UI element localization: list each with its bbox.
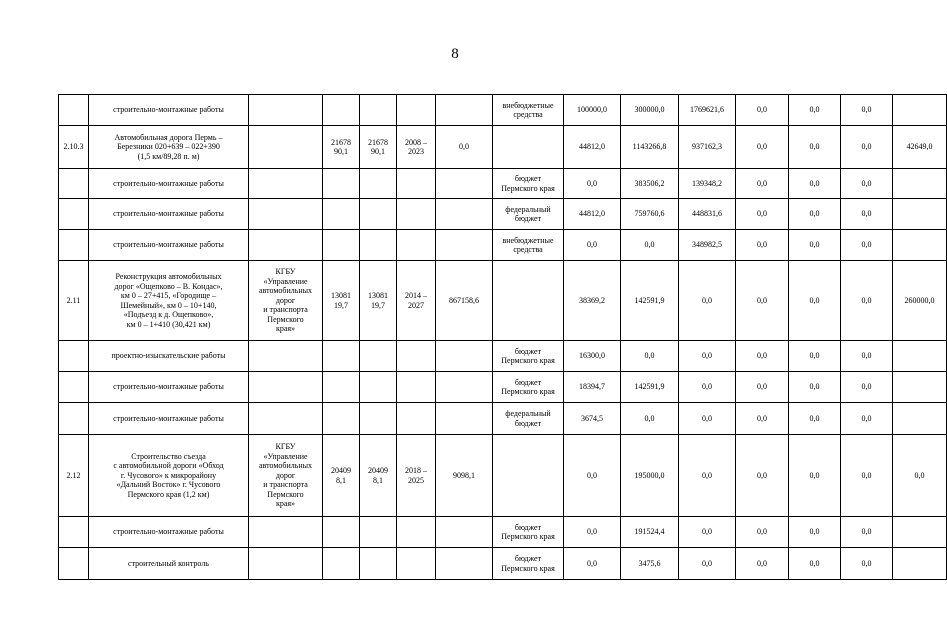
cell-later-years-amount xyxy=(893,169,947,199)
cell-later-years-amount xyxy=(893,372,947,403)
cell-row-number: 2.10.3 xyxy=(59,126,89,169)
cell-funding-source: федеральный бюджет xyxy=(493,199,564,230)
cell-period xyxy=(397,341,436,372)
cell-year-3-amount: 0,0 xyxy=(679,435,736,517)
cell-item-name: строительно-монтажные работы xyxy=(89,372,249,403)
cell-estimate-cost: 20409 8,1 xyxy=(360,435,397,517)
cell-year-5-amount: 0,0 xyxy=(789,517,841,548)
cell-item-name: строительно-монтажные работы xyxy=(89,199,249,230)
cell-year-4-amount: 0,0 xyxy=(736,341,789,372)
cell-year-4-amount: 0,0 xyxy=(736,372,789,403)
cell-year-3-amount: 0,0 xyxy=(679,372,736,403)
table-row xyxy=(59,126,947,169)
cell-year-3-amount: 0,0 xyxy=(679,517,736,548)
cell-year-4-amount: 0,0 xyxy=(736,435,789,517)
cell-period xyxy=(397,199,436,230)
cell-estimate-cost: 21678 90,1 xyxy=(360,126,397,169)
cell-year-2-amount: 0,0 xyxy=(621,403,679,435)
cell-later-years-amount xyxy=(893,341,947,372)
cell-year-5-amount: 0,0 xyxy=(789,403,841,435)
cell-executor xyxy=(249,517,323,548)
cell-estimate-cost xyxy=(360,403,397,435)
cell-item-name: строительно-монтажные работы xyxy=(89,95,249,126)
table-row xyxy=(59,435,947,517)
cell-year-5-amount: 0,0 xyxy=(789,435,841,517)
cell-year-2-amount: 195000,0 xyxy=(621,435,679,517)
cell-prior-funding: 9098,1 xyxy=(436,435,493,517)
cell-item-name: Реконструкция автомобильных дорог «Ощепково – В. Кондас», км 0 – 27+415, «Городище – Шемейный», км 0 – 10+140, «Подъезд к д. Ощепково», км 0 – 1+410 (30,421 км) xyxy=(89,261,249,341)
cell-row-number xyxy=(59,199,89,230)
cell-executor: КГБУ «Управление автомобильных дорог и транспорта Пермского края» xyxy=(249,435,323,517)
cell-year-3-amount: 937162,3 xyxy=(679,126,736,169)
cell-total-cost xyxy=(323,199,360,230)
cell-executor: КГБУ «Управление автомобильных дорог и транспорта Пермского края» xyxy=(249,261,323,341)
table-row xyxy=(59,517,947,548)
cell-year-1-amount: 0,0 xyxy=(564,548,621,580)
cell-prior-funding xyxy=(436,169,493,199)
budget-table xyxy=(58,94,947,580)
cell-row-number xyxy=(59,341,89,372)
cell-total-cost xyxy=(323,230,360,261)
cell-later-years-amount xyxy=(893,548,947,580)
cell-year-6-amount: 0,0 xyxy=(841,169,893,199)
cell-executor xyxy=(249,169,323,199)
table-row xyxy=(59,169,947,199)
cell-year-1-amount: 44812,0 xyxy=(564,199,621,230)
cell-year-6-amount: 0,0 xyxy=(841,199,893,230)
cell-funding-source: бюджет Пермского края xyxy=(493,372,564,403)
cell-prior-funding xyxy=(436,372,493,403)
cell-executor xyxy=(249,126,323,169)
cell-row-number xyxy=(59,372,89,403)
cell-total-cost xyxy=(323,169,360,199)
cell-estimate-cost xyxy=(360,372,397,403)
cell-year-1-amount: 3674,5 xyxy=(564,403,621,435)
cell-executor xyxy=(249,403,323,435)
cell-year-3-amount: 448831,6 xyxy=(679,199,736,230)
cell-year-1-amount: 16300,0 xyxy=(564,341,621,372)
cell-executor xyxy=(249,199,323,230)
cell-year-1-amount: 0,0 xyxy=(564,517,621,548)
cell-prior-funding xyxy=(436,517,493,548)
cell-row-number xyxy=(59,169,89,199)
budget-table-body xyxy=(59,95,947,580)
cell-funding-source: бюджет Пермского края xyxy=(493,169,564,199)
cell-period xyxy=(397,169,436,199)
cell-funding-source: бюджет Пермского края xyxy=(493,517,564,548)
cell-item-name: Автомобильная дорога Пермь – Березники 020+639 – 022+390 (1,5 км/89,28 п. м) xyxy=(89,126,249,169)
cell-executor xyxy=(249,548,323,580)
cell-later-years-amount xyxy=(893,230,947,261)
cell-prior-funding xyxy=(436,548,493,580)
cell-year-3-amount: 0,0 xyxy=(679,548,736,580)
cell-year-4-amount: 0,0 xyxy=(736,169,789,199)
table-row xyxy=(59,548,947,580)
cell-year-3-amount: 0,0 xyxy=(679,261,736,341)
cell-year-2-amount: 759760,6 xyxy=(621,199,679,230)
cell-prior-funding xyxy=(436,95,493,126)
cell-funding-source: федеральный бюджет xyxy=(493,403,564,435)
cell-year-2-amount: 3475,6 xyxy=(621,548,679,580)
cell-item-name: строительно-монтажные работы xyxy=(89,403,249,435)
cell-estimate-cost xyxy=(360,199,397,230)
cell-year-6-amount: 0,0 xyxy=(841,341,893,372)
cell-year-3-amount: 139348,2 xyxy=(679,169,736,199)
cell-later-years-amount xyxy=(893,403,947,435)
cell-prior-funding xyxy=(436,230,493,261)
cell-year-4-amount: 0,0 xyxy=(736,261,789,341)
cell-year-2-amount: 383506,2 xyxy=(621,169,679,199)
cell-prior-funding: 0,0 xyxy=(436,126,493,169)
cell-total-cost xyxy=(323,548,360,580)
cell-year-4-amount: 0,0 xyxy=(736,199,789,230)
cell-year-2-amount: 0,0 xyxy=(621,341,679,372)
cell-executor xyxy=(249,95,323,126)
cell-later-years-amount: 0,0 xyxy=(893,435,947,517)
cell-period: 2014 – 2027 xyxy=(397,261,436,341)
cell-period: 2008 – 2023 xyxy=(397,126,436,169)
cell-later-years-amount: 42649,0 xyxy=(893,126,947,169)
cell-year-1-amount: 0,0 xyxy=(564,230,621,261)
cell-period xyxy=(397,548,436,580)
cell-year-2-amount: 0,0 xyxy=(621,230,679,261)
cell-total-cost xyxy=(323,341,360,372)
cell-year-3-amount: 0,0 xyxy=(679,341,736,372)
cell-row-number xyxy=(59,548,89,580)
cell-year-4-amount: 0,0 xyxy=(736,403,789,435)
cell-period xyxy=(397,95,436,126)
table-row xyxy=(59,230,947,261)
cell-item-name: строительный контроль xyxy=(89,548,249,580)
cell-year-5-amount: 0,0 xyxy=(789,341,841,372)
cell-later-years-amount xyxy=(893,199,947,230)
cell-year-1-amount: 44812,0 xyxy=(564,126,621,169)
cell-later-years-amount: 260000,0 xyxy=(893,261,947,341)
cell-estimate-cost xyxy=(360,517,397,548)
cell-year-2-amount: 191524,4 xyxy=(621,517,679,548)
cell-year-5-amount: 0,0 xyxy=(789,199,841,230)
cell-year-2-amount: 142591,9 xyxy=(621,372,679,403)
cell-period xyxy=(397,517,436,548)
cell-year-1-amount: 100000,0 xyxy=(564,95,621,126)
cell-total-cost xyxy=(323,403,360,435)
cell-row-number xyxy=(59,403,89,435)
cell-estimate-cost xyxy=(360,341,397,372)
cell-year-2-amount: 300000,0 xyxy=(621,95,679,126)
cell-total-cost xyxy=(323,95,360,126)
cell-year-3-amount: 348982,5 xyxy=(679,230,736,261)
page-number: 8 xyxy=(451,46,459,62)
table-row xyxy=(59,341,947,372)
cell-year-5-amount: 0,0 xyxy=(789,548,841,580)
cell-year-6-amount: 0,0 xyxy=(841,261,893,341)
cell-prior-funding xyxy=(436,403,493,435)
cell-later-years-amount xyxy=(893,95,947,126)
cell-year-5-amount: 0,0 xyxy=(789,169,841,199)
cell-funding-source: бюджет Пермского края xyxy=(493,341,564,372)
cell-executor xyxy=(249,230,323,261)
cell-year-6-amount: 0,0 xyxy=(841,517,893,548)
cell-row-number xyxy=(59,517,89,548)
cell-year-4-amount: 0,0 xyxy=(736,517,789,548)
cell-executor xyxy=(249,341,323,372)
cell-funding-source: внебюджетные средства xyxy=(493,95,564,126)
cell-row-number: 2.12 xyxy=(59,435,89,517)
cell-year-5-amount: 0,0 xyxy=(789,126,841,169)
cell-period: 2018 – 2025 xyxy=(397,435,436,517)
cell-year-4-amount: 0,0 xyxy=(736,548,789,580)
cell-year-5-amount: 0,0 xyxy=(789,372,841,403)
cell-year-4-amount: 0,0 xyxy=(736,230,789,261)
cell-year-4-amount: 0,0 xyxy=(736,95,789,126)
cell-year-6-amount: 0,0 xyxy=(841,95,893,126)
cell-total-cost: 21678 90,1 xyxy=(323,126,360,169)
cell-funding-source xyxy=(493,261,564,341)
table-row xyxy=(59,261,947,341)
cell-year-1-amount: 0,0 xyxy=(564,435,621,517)
cell-total-cost: 20409 8,1 xyxy=(323,435,360,517)
cell-executor xyxy=(249,372,323,403)
cell-prior-funding xyxy=(436,199,493,230)
cell-year-6-amount: 0,0 xyxy=(841,548,893,580)
cell-funding-source xyxy=(493,435,564,517)
cell-estimate-cost xyxy=(360,548,397,580)
cell-item-name: строительно-монтажные работы xyxy=(89,169,249,199)
cell-prior-funding xyxy=(436,341,493,372)
cell-funding-source: внебюджетные средства xyxy=(493,230,564,261)
cell-funding-source: бюджет Пермского края xyxy=(493,548,564,580)
cell-year-6-amount: 0,0 xyxy=(841,403,893,435)
table-row xyxy=(59,199,947,230)
cell-item-name: строительно-монтажные работы xyxy=(89,230,249,261)
cell-year-5-amount: 0,0 xyxy=(789,230,841,261)
cell-estimate-cost: 13081 19,7 xyxy=(360,261,397,341)
cell-estimate-cost xyxy=(360,230,397,261)
cell-period xyxy=(397,372,436,403)
cell-year-3-amount: 0,0 xyxy=(679,403,736,435)
cell-prior-funding: 867158,6 xyxy=(436,261,493,341)
cell-year-2-amount: 142591,9 xyxy=(621,261,679,341)
cell-year-1-amount: 0,0 xyxy=(564,169,621,199)
cell-year-2-amount: 1143266,8 xyxy=(621,126,679,169)
cell-year-6-amount: 0,0 xyxy=(841,372,893,403)
cell-item-name: строительно-монтажные работы xyxy=(89,517,249,548)
cell-year-1-amount: 38369,2 xyxy=(564,261,621,341)
table-row xyxy=(59,372,947,403)
cell-year-5-amount: 0,0 xyxy=(789,95,841,126)
table-row xyxy=(59,95,947,126)
cell-row-number xyxy=(59,95,89,126)
cell-estimate-cost xyxy=(360,169,397,199)
cell-later-years-amount xyxy=(893,517,947,548)
table-row xyxy=(59,403,947,435)
cell-year-5-amount: 0,0 xyxy=(789,261,841,341)
cell-total-cost xyxy=(323,517,360,548)
cell-estimate-cost xyxy=(360,95,397,126)
cell-item-name: проектно-изыскательские работы xyxy=(89,341,249,372)
cell-period xyxy=(397,403,436,435)
cell-year-3-amount: 1769621,6 xyxy=(679,95,736,126)
cell-total-cost xyxy=(323,372,360,403)
cell-funding-source xyxy=(493,126,564,169)
cell-total-cost: 13081 19,7 xyxy=(323,261,360,341)
cell-period xyxy=(397,230,436,261)
cell-year-6-amount: 0,0 xyxy=(841,126,893,169)
cell-year-6-amount: 0,0 xyxy=(841,230,893,261)
cell-item-name: Строительство съезда с автомобильной дороги «Обход г. Чусового» к микрорайону «Дальний Восток» г. Чусового Пермского края (1,2 км) xyxy=(89,435,249,517)
cell-year-6-amount: 0,0 xyxy=(841,435,893,517)
cell-row-number xyxy=(59,230,89,261)
cell-year-4-amount: 0,0 xyxy=(736,126,789,169)
cell-year-1-amount: 18394,7 xyxy=(564,372,621,403)
cell-row-number: 2.11 xyxy=(59,261,89,341)
